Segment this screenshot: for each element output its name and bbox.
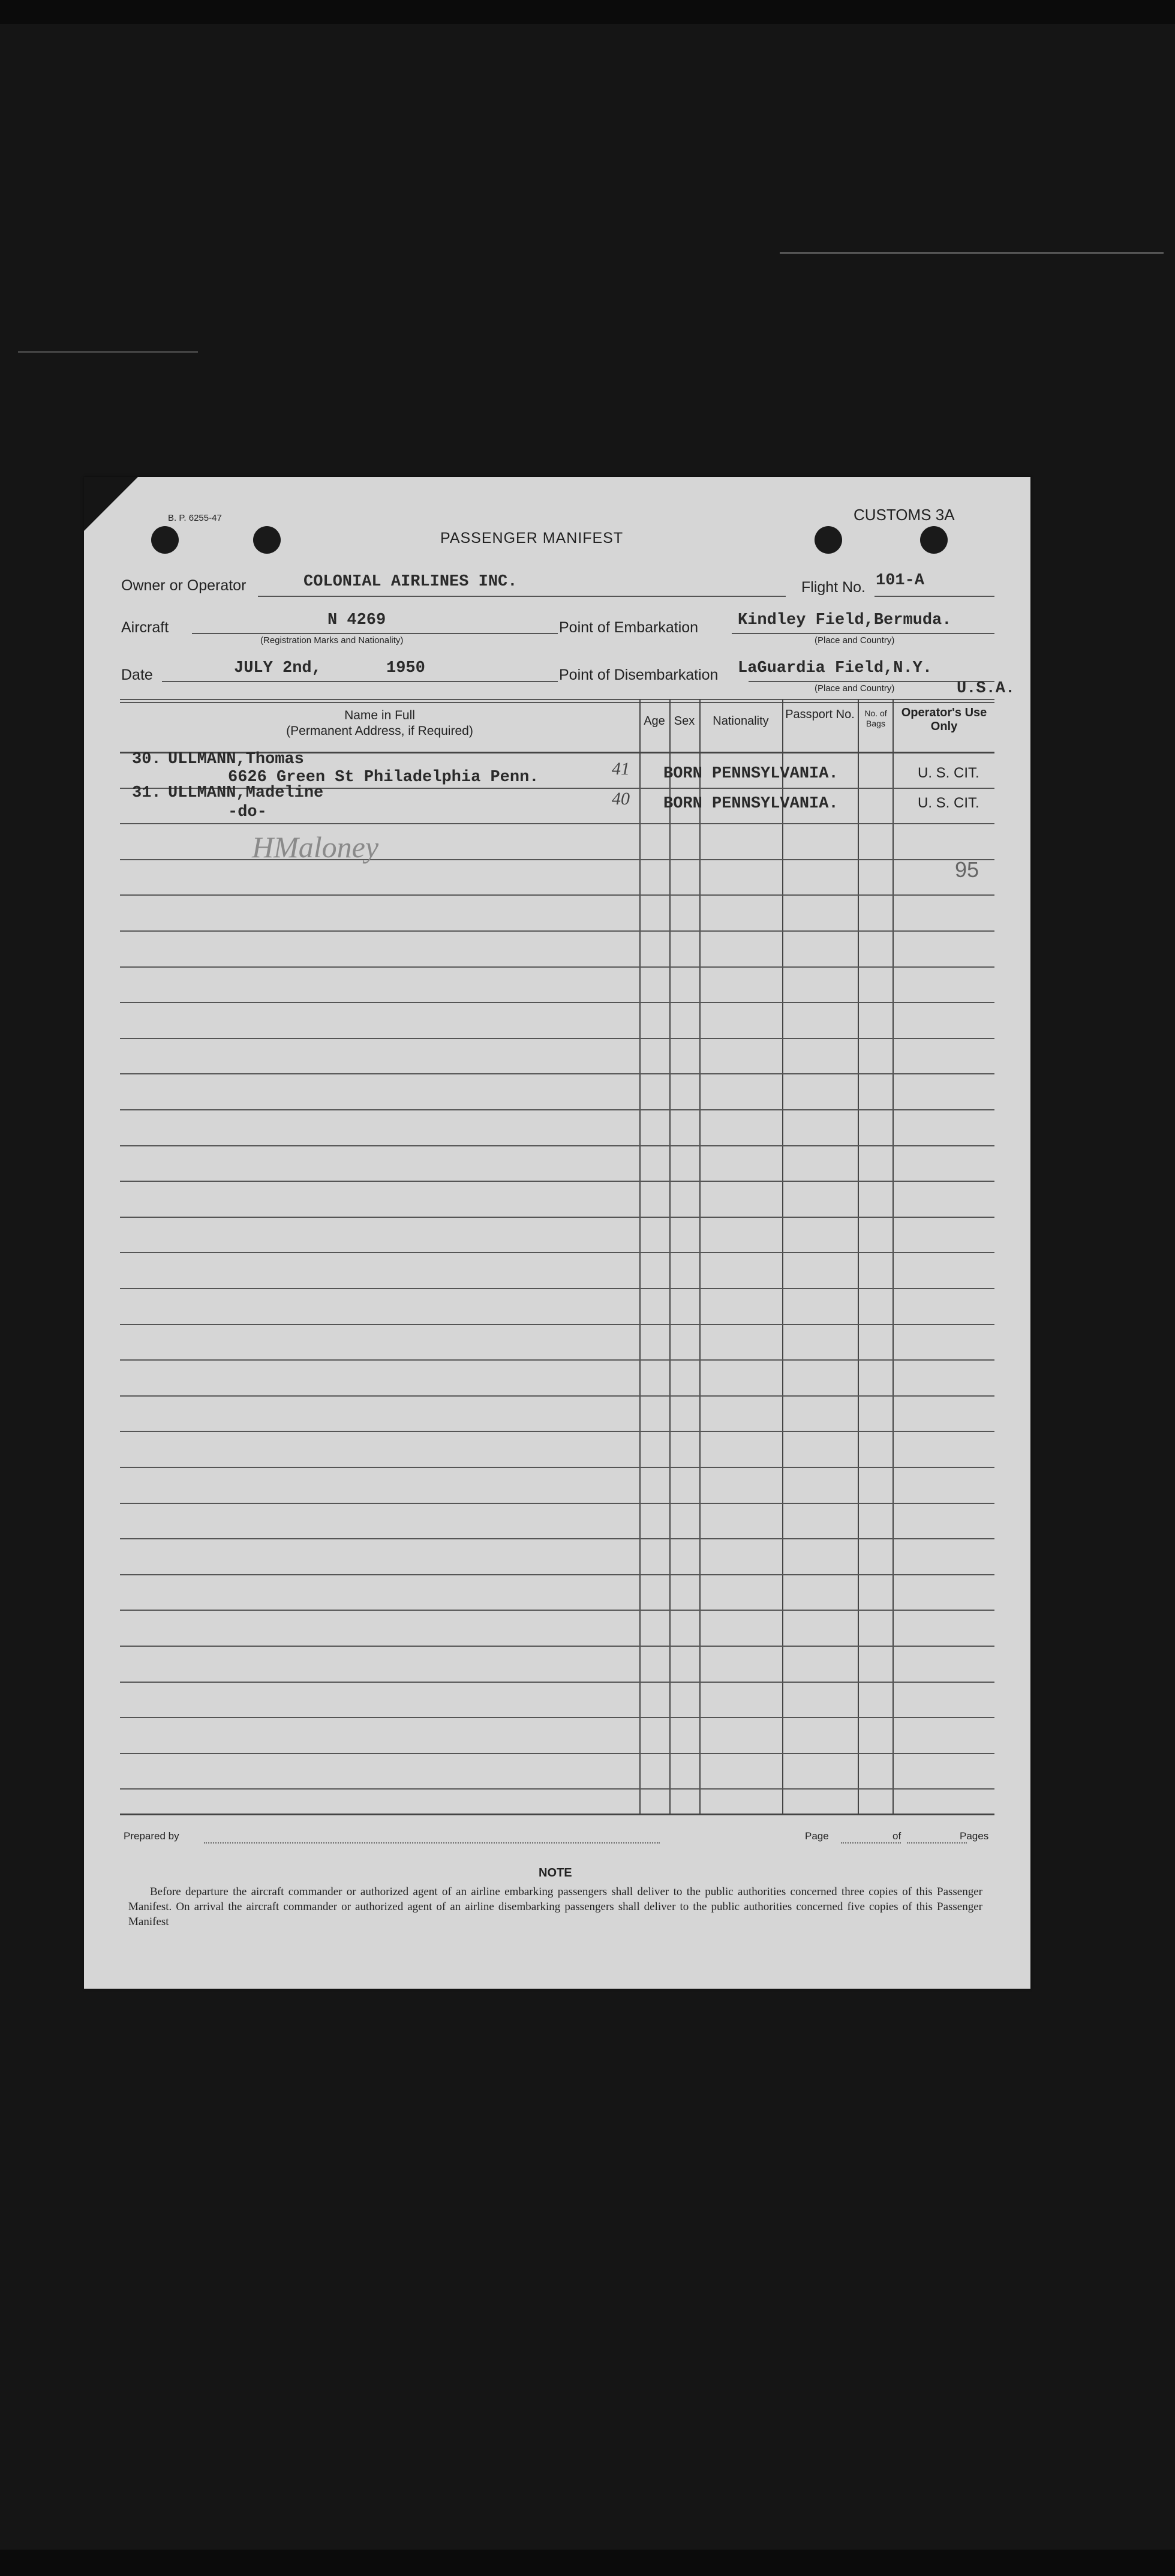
page-total-line (907, 1842, 967, 1844)
table-row-rule (120, 859, 994, 860)
flight-label: Flight No. (801, 579, 866, 596)
passenger-operator-use: U. S. CIT. (918, 795, 979, 811)
disembarkation-sublabel: (Place and Country) (815, 683, 895, 693)
flight-underline (875, 596, 994, 597)
passenger-age: 40 (612, 789, 630, 809)
table-row-rule (120, 1181, 994, 1182)
column-divider (858, 699, 859, 1815)
table-row-rule (120, 1324, 994, 1325)
table-top-border-inner (120, 702, 994, 703)
date-label: Date (121, 666, 153, 683)
header-nationality: Nationality (713, 714, 769, 728)
of-label: of (892, 1830, 901, 1842)
embarkation-value: Kindley Field,Bermuda. (738, 611, 952, 629)
table-row-rule (120, 894, 994, 896)
passenger-name: ULLMANN,Madeline (168, 784, 324, 802)
folded-corner (84, 477, 138, 531)
aircraft-label: Aircraft (121, 619, 169, 636)
passenger-name: ULLMANN,Thomas (168, 750, 304, 768)
header-age: Age (644, 714, 665, 728)
aircraft-underline (192, 633, 558, 634)
table-row-rule (120, 1717, 994, 1718)
column-divider (639, 699, 641, 1815)
prepared-by-label: Prepared by (124, 1830, 179, 1842)
passenger-operator-use: U. S. CIT. (918, 765, 979, 781)
signature: HMaloney (252, 830, 379, 864)
passenger-nationality: BORN PENNSYLVANIA. (663, 795, 839, 813)
embarkation-underline (732, 633, 994, 634)
manifest-page (84, 477, 1030, 1989)
header-name-sub: (Permanent Address, if Required) (286, 724, 473, 738)
disembarkation-country: U.S.A. (957, 680, 1015, 698)
embarkation-sublabel: (Place and Country) (815, 635, 895, 645)
disembarkation-value: LaGuardia Field,N.Y. (738, 659, 933, 677)
table-row-rule (120, 1574, 994, 1575)
prepared-by-line (204, 1842, 660, 1844)
table-row-rule (120, 1682, 994, 1683)
table-row-rule (120, 823, 994, 824)
table-row-rule (120, 1538, 994, 1539)
table-row-rule (120, 966, 994, 968)
page-label: Page (805, 1830, 829, 1842)
owner-label: Owner or Operator (121, 577, 247, 594)
passenger-age: 41 (612, 759, 630, 779)
aircraft-value: N 4269 (327, 611, 386, 629)
table-row-rule (120, 1467, 994, 1468)
table-row-rule (120, 1610, 994, 1611)
page-count-note: 95 (955, 857, 979, 882)
passenger-number: 31. (132, 784, 161, 802)
header-bags: No. of Bags (864, 708, 887, 728)
table-row-rule (120, 1252, 994, 1253)
header-name: Name in Full (344, 708, 415, 722)
passenger-address: -do- (228, 803, 267, 821)
film-scratch (780, 252, 1164, 254)
form-code: CUSTOMS 3A (854, 506, 955, 524)
page-number-line (841, 1842, 901, 1844)
table-row-rule (120, 1002, 994, 1003)
table-row-rule (120, 1217, 994, 1218)
punch-hole (151, 526, 179, 554)
table-row-rule (120, 1395, 994, 1397)
note-text: Before departure the aircraft commander or authorized agent of an airline embarking passengers shall deliver to the public authorities concerned three copies of this Passenger Manifest. On arrival the aircraft commander or authorized agent of an airline disembarking passengers shall deliver to the public authorities concerned five copies of this Passenger Manifest (128, 1886, 982, 1928)
note-title: NOTE (539, 1866, 572, 1880)
table-row-rule (120, 1753, 994, 1754)
column-divider (669, 699, 671, 1815)
passenger-table (120, 699, 994, 1815)
header-sex: Sex (674, 714, 695, 728)
table-row-rule (120, 1038, 994, 1039)
punch-hole (815, 526, 842, 554)
table-top-border (120, 699, 994, 700)
disembarkation-label: Point of Disembarkation (559, 666, 719, 683)
table-row-rule (120, 1646, 994, 1647)
pages-label: Pages (960, 1830, 989, 1842)
table-bottom-border (120, 1814, 994, 1815)
table-row-rule (120, 1503, 994, 1504)
punch-hole (920, 526, 948, 554)
table-row-rule (120, 1109, 994, 1110)
passenger-nationality: BORN PENNSYLVANIA. (663, 765, 839, 783)
aircraft-sublabel: (Registration Marks and Nationality) (260, 635, 404, 645)
embarkation-label: Point of Embarkation (559, 619, 699, 636)
table-row-rule (120, 1431, 994, 1432)
film-border-bottom (0, 2550, 1175, 2576)
table-row-rule (120, 1788, 994, 1790)
column-divider (782, 699, 783, 1815)
table-row-rule (120, 1288, 994, 1289)
table-row-rule (120, 1359, 994, 1361)
table-row-rule (120, 1073, 994, 1074)
date-year: 1950 (386, 659, 425, 677)
punch-hole (253, 526, 281, 554)
owner-underline (258, 596, 786, 597)
column-divider (892, 699, 894, 1815)
header-operator: Operator's Use Only (901, 706, 987, 733)
table-row-rule (120, 930, 994, 932)
film-border-top (0, 0, 1175, 24)
header-passport: Passport No. (785, 708, 855, 721)
column-divider (699, 699, 701, 1815)
date-underline (162, 681, 558, 682)
flight-value: 101-A (876, 572, 925, 590)
passenger-number: 30. (132, 750, 161, 768)
form-number: B. P. 6255-47 (168, 513, 222, 523)
film-scratch-left (18, 351, 198, 353)
form-title: PASSENGER MANIFEST (440, 530, 624, 547)
table-row-rule (120, 1145, 994, 1146)
passenger-address: 6626 Green St Philadelphia Penn. (228, 768, 539, 786)
date-value: JULY 2nd, (234, 659, 321, 677)
owner-value: COLONIAL AIRLINES INC. (303, 573, 518, 591)
